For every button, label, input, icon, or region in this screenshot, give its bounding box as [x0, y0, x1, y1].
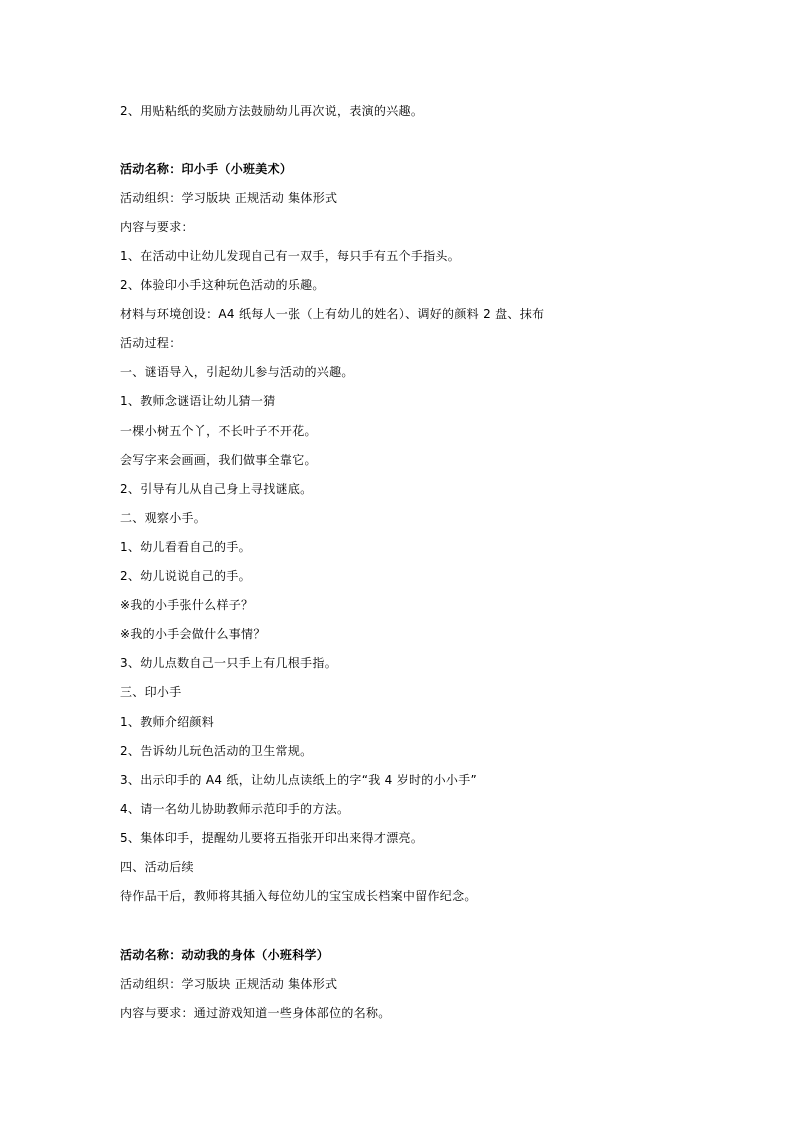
text-line: 活动组织：学习版块 正规活动 集体形式 — [120, 977, 338, 991]
section-heading: 活动名称：动动我的身体（小班科学） — [120, 948, 330, 962]
text-line: 3、出示印手的 A4 纸，让幼儿点读纸上的字“我 4 岁时的小小手” — [120, 773, 478, 787]
text-line: 活动组织：学习版块 正规活动 集体形式 — [120, 191, 338, 205]
text-line: 5、集体印手，提醒幼儿要将五指张开印出来得才漂亮。 — [120, 831, 424, 845]
text-line: 会写字来会画画，我们做事全靠它。 — [120, 453, 317, 467]
text-line: 一棵小树五个丫，不长叶子不开花。 — [120, 424, 317, 438]
text-line: 四、活动后续 — [120, 860, 194, 874]
text-line: 2、幼儿说说自己的手。 — [120, 569, 251, 583]
text-line: 3、幼儿点数自己一只手上有几根手指。 — [120, 656, 338, 670]
text-line: 2、引导有儿从自己身上寻找谜底。 — [120, 482, 313, 496]
text-line: 活动过程： — [120, 336, 182, 350]
text-line: 2、用贴粘纸的奖励方法鼓励幼儿再次说，表演的兴趣。 — [120, 104, 424, 118]
text-line: 1、幼儿看看自己的手。 — [120, 540, 251, 554]
text-line: 内容与要求：通过游戏知道一些身体部位的名称。 — [120, 1006, 391, 1020]
text-line: ※我的小手张什么样子？ — [120, 598, 254, 612]
text-line: 待作品干后，教师将其插入每位幼儿的宝宝成长档案中留作纪念。 — [120, 889, 477, 903]
text-line: ※我的小手会做什么事情？ — [120, 627, 266, 641]
section-heading: 活动名称：印小手（小班美术） — [120, 162, 293, 176]
text-line: 2、告诉幼儿玩色活动的卫生常规。 — [120, 744, 313, 758]
text-line: 三、印小手 — [120, 685, 182, 699]
text-line: 4、请一名幼儿协助教师示范印手的方法。 — [120, 802, 350, 816]
text-line: 2、体验印小手这种玩色活动的乐趣。 — [120, 278, 325, 292]
text-line: 材料与环境创设：A4 纸每人一张（上有幼儿的姓名）、调好的颜料 2 盘、抹布 — [120, 307, 545, 321]
text-line: 二、观察小手。 — [120, 511, 207, 525]
text-line: 1、教师介绍颜料 — [120, 715, 215, 729]
text-line: 一、谜语导入，引起幼儿参与活动的兴趣。 — [120, 365, 354, 379]
text-line: 内容与要求： — [120, 220, 194, 234]
text-line: 1、教师念谜语让幼儿猜一猜 — [120, 394, 276, 408]
text-line: 1、在活动中让幼儿发现自己有一双手，每只手有五个手指头。 — [120, 249, 461, 263]
